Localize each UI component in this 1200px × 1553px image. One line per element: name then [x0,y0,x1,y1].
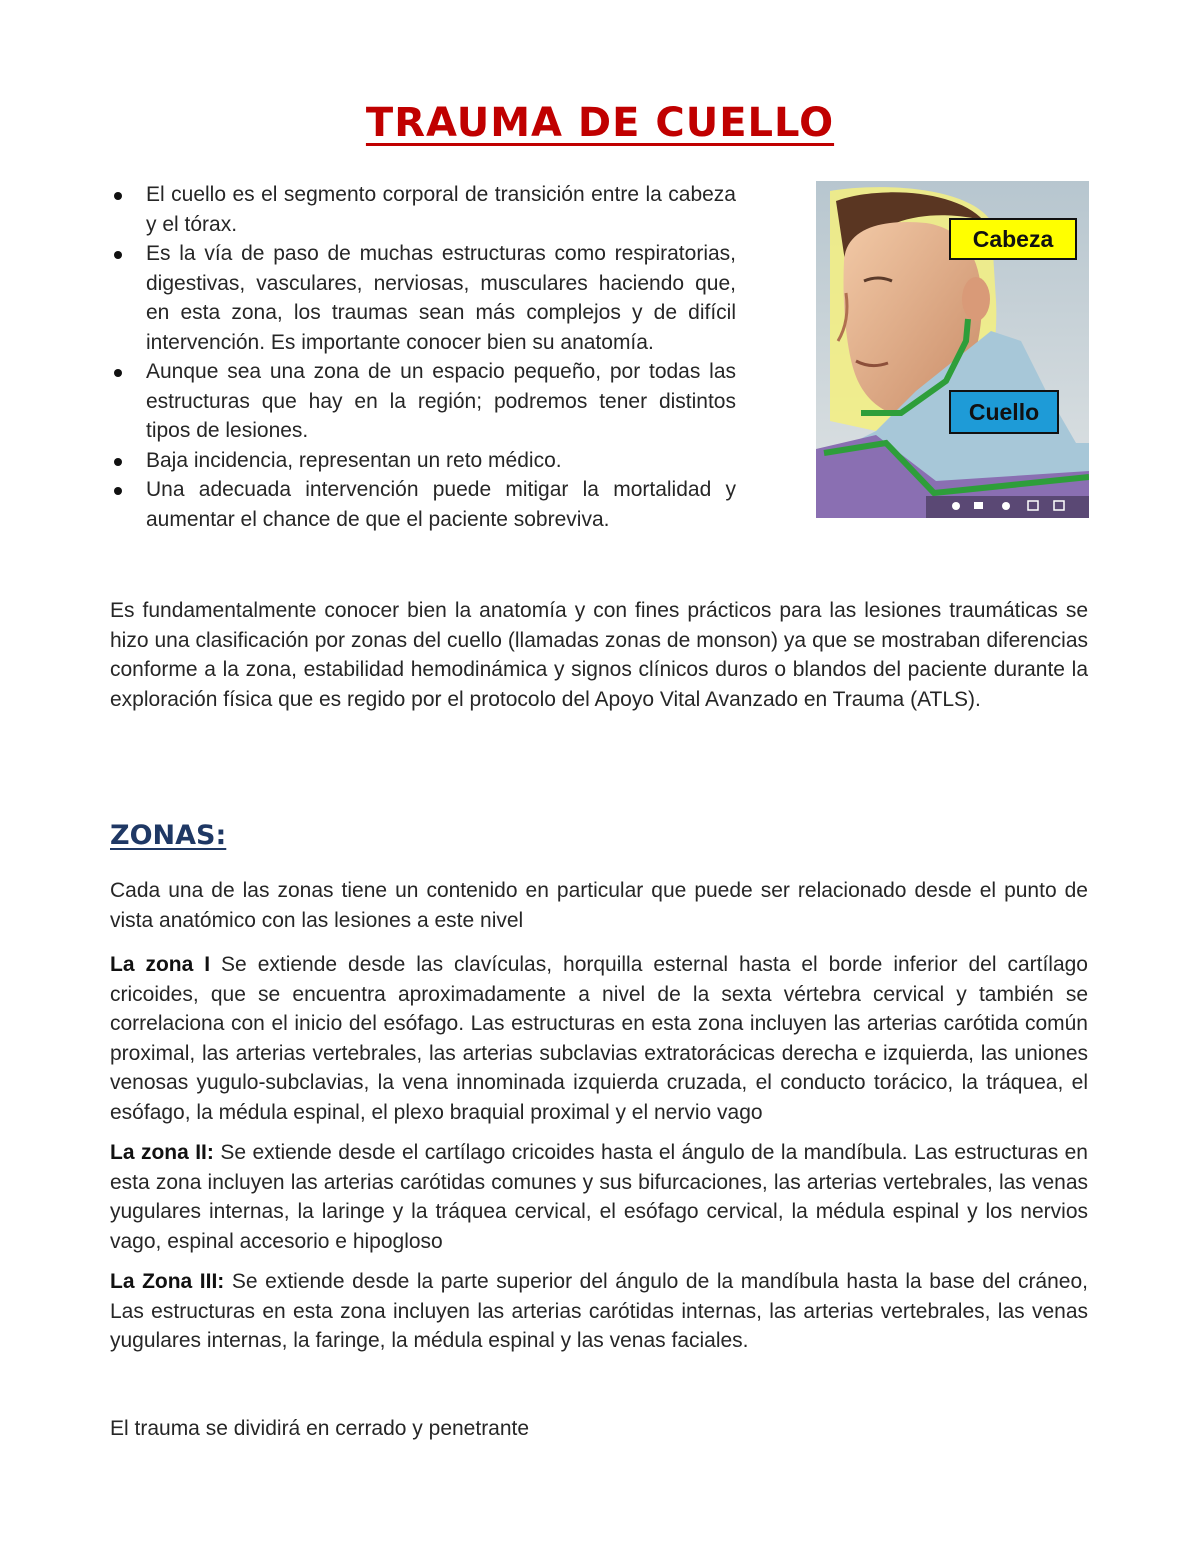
list-item: Una adecuada intervención puede mitigar la mortalidad y aumentar el chance de que el paciente sobreviva. [110,475,736,534]
zone-3-text: Se extiende desde la parte superior del ángulo de la mandíbula hasta la base del cráneo, Las estructuras en esta zona incluyen las arterias carótidas internas, las arterias vertebrales, las venas yugulares internas, la faringe, la médula espinal y las venas faciales. [110,1270,1088,1352]
list-item: Aunque sea una zona de un espacio pequeño, por todas las estructuras que hay en la región; podremos tener distintos tipos de lesiones. [110,357,736,446]
list-item: Baja incidencia, representan un reto médico. [110,446,736,476]
label-head [950,219,1076,259]
svg-text:Cabeza: Cabeza [972,226,1054,252]
zonas-heading: ZONAS: [110,820,227,851]
zone-2-text: Se extiende desde el cartílago cricoides hasta el ángulo de la mandíbula. Las estructuras en esta zona incluyen las arterias carótidas comunes y sus bifurcaciones, las arterias vertebrales, las venas yugulares internas, la laringe y la tráquea cervical, el esófago cervical, la médula espinal y los nervios vago, espinal accesorio e hipogloso [110,1141,1088,1253]
label-neck [950,391,1058,433]
page-title: TRAUMA DE CUELLO [365,100,835,146]
zone-3-label: La Zona III: [110,1270,225,1293]
zone-2-paragraph [110,1138,1088,1256]
closing-paragraph: El trauma se dividirá en cerrado y penetrante [110,1417,530,1440]
bullet-list [110,180,736,534]
svg-text:Cuello: Cuello [968,399,1040,425]
list-item: Es la vía de paso de muchas estructuras como respiratorias, digestivas, vasculares, nerviosas, musculares haciendo que, en esta zona, los traumas sean más complejos y de difícil intervención. Es importante conocer bien su anatomía. [110,239,736,357]
zone-2-label: La zona II: [110,1141,214,1164]
list-item: El cuello es el segmento corporal de transición entre la cabeza y el tórax. [110,180,736,239]
zone-1-paragraph [110,950,1088,1127]
zone-1-label: La zona I [110,953,211,976]
zone-1-text: Se extiende desde las clavículas, horquilla esternal hasta el borde inferior del cartílago cricoides, que se encuentra aproximadamente a nivel de la sexta vértebra cervical y también se correlaciona con el inicio del esófago. Las estructuras en esta zona incluyen las arterias carótida común proximal, las arterias vertebrales, las arterias subclavias extratorácicas derecha e izquierda, las uniones venosas yugulo-subclavias, la vena innominada izquierda cruzada, el conducto torácico, la tráquea, el esófago, la médula espinal, el plexo braquial proximal y el nervio vago [110,953,1088,1124]
zonas-intro: Cada una de las zonas tiene un contenido en particular que puede ser relacionado desde el punto de vista anatómico con las lesiones a este nivel [110,879,1088,932]
neck-anatomy-image [816,181,1089,518]
intro-paragraph: Es fundamentalmente conocer bien la anatomía y con fines prácticos para las lesiones traumáticas se hizo una clasificación por zonas del cuello (llamadas zonas de monson) ya que se mostraban diferencias conforme a la zona, estabilidad hemodinámica y signos clínicos duros o blandos del paciente durante la exploración física que es regido por el protocolo del Apoyo Vital Avanzado en Trauma (ATLS). [110,599,1088,711]
zone-3-paragraph [110,1267,1088,1356]
